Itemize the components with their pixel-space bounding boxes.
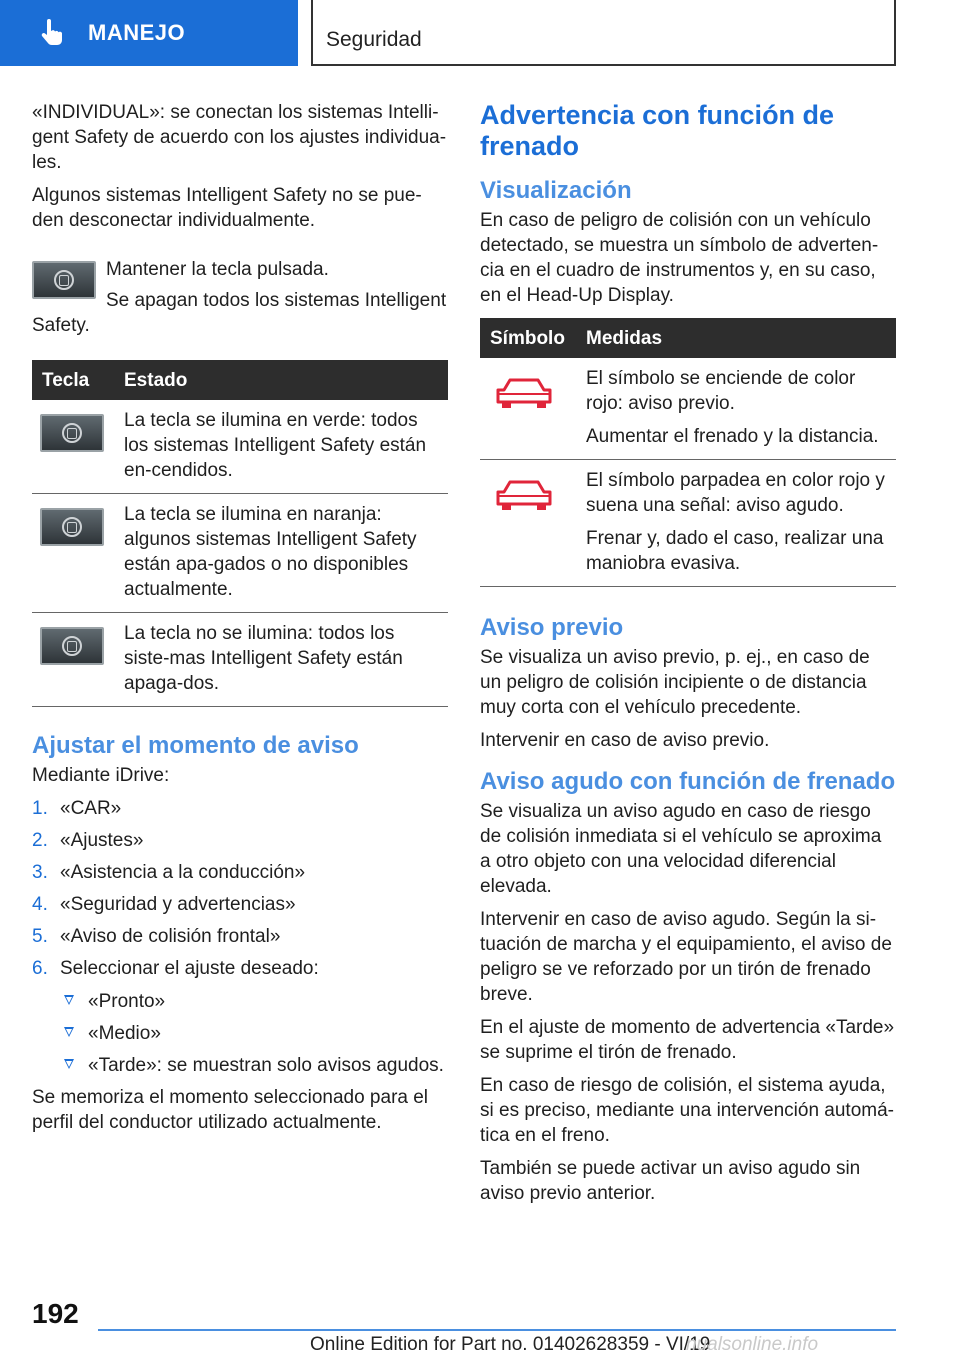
acute-text: En caso de riesgo de colisión, el sistema ayuda, si es preciso, mediante una intervención automá-tica en el freno. bbox=[480, 1075, 895, 1146]
safety-button-icon bbox=[62, 517, 82, 537]
step-text: «CAR» bbox=[60, 798, 122, 819]
right-column bbox=[480, 100, 896, 1214]
table-row bbox=[32, 613, 448, 707]
safety-key-image bbox=[40, 508, 104, 546]
triangle-bullet-icon bbox=[64, 995, 74, 1005]
list-item bbox=[32, 828, 448, 853]
symbol-table bbox=[480, 318, 896, 587]
acute-warning-heading: Aviso agudo con función de frenado bbox=[480, 768, 896, 795]
option-item bbox=[32, 1021, 448, 1046]
option-text: «Medio» bbox=[88, 1023, 161, 1044]
display-heading: Visualización bbox=[480, 177, 632, 204]
individual-paragraph: «INDIVIDUAL»: se conectan los sistemas Intelli-gent Safety de acuerdo con los ajustes individua-les. bbox=[32, 102, 447, 173]
timing-heading: Ajustar el momento de aviso bbox=[32, 732, 359, 759]
option-text: «Pronto» bbox=[88, 991, 166, 1012]
list-item bbox=[32, 924, 448, 949]
key-state-table bbox=[32, 360, 448, 707]
step-text: «Ajustes» bbox=[60, 830, 144, 851]
step-text: «Seguridad y advertencias» bbox=[60, 894, 296, 915]
measure-text: El símbolo se enciende de color rojo: aviso previo. bbox=[586, 368, 856, 414]
table-row bbox=[32, 494, 448, 613]
section-header bbox=[311, 0, 896, 66]
safety-button-icon bbox=[62, 636, 82, 656]
option-text: «Tarde»: se muestran solo avisos agudos. bbox=[88, 1055, 444, 1076]
watermark: nualsonline.info bbox=[686, 1334, 819, 1355]
pre-warning-text: Se visualiza un aviso previo, p. ej., en caso de un peligro de colisión incipiente o de distancia muy corta con el vehículo precedente. bbox=[480, 647, 870, 718]
list-item bbox=[32, 956, 448, 1078]
measure-text: Aumentar el frenado y la distancia. bbox=[586, 426, 879, 447]
chapter-title: MANEJO bbox=[88, 20, 186, 45]
display-text: En caso de peligro de colisión con un vehículo detectado, se muestra un símbolo de adverten-cia en el cuadro de instrumentos y, en su caso, en el Head-Up Display. bbox=[480, 210, 879, 306]
table-row bbox=[480, 358, 896, 460]
key-result-text: Se apagan todos los sistemas Intelligent Safety. bbox=[32, 290, 447, 336]
section-title: Seguridad bbox=[326, 28, 422, 51]
safety-button-icon bbox=[54, 270, 74, 290]
state-text: La tecla se ilumina en verde: todos los sistemas Intelligent Safety están en-cendidos. bbox=[114, 400, 448, 494]
step-text: Seleccionar el ajuste deseado: bbox=[60, 958, 319, 979]
list-item bbox=[32, 860, 448, 885]
collision-warning-car-icon bbox=[494, 376, 554, 410]
page-number: 192 bbox=[32, 1298, 79, 1329]
collision-warning-car-icon bbox=[494, 478, 554, 512]
step-text: «Asistencia a la conducción» bbox=[60, 862, 306, 883]
table-row bbox=[32, 400, 448, 494]
step-number: 4. bbox=[32, 894, 48, 915]
systems-paragraph: Algunos sistemas Intelligent Safety no se pue-den desconectar individualmente. bbox=[32, 185, 422, 231]
footer-divider bbox=[98, 1329, 896, 1331]
step-number: 6. bbox=[32, 958, 48, 979]
acute-text: Intervenir en caso de aviso agudo. Según la si-tuación de marcha y el equipamiento, el aviso de peligro se ve reforzado por un tirón de frenado breve. bbox=[480, 909, 892, 1005]
measure-text: El símbolo parpadea en color rojo y suena una señal: aviso agudo. bbox=[586, 470, 885, 516]
pointing-hand-icon bbox=[38, 18, 68, 48]
key-action-text: Mantener la tecla pulsada. bbox=[106, 259, 329, 280]
steps-list bbox=[32, 796, 448, 1078]
step-number: 2. bbox=[32, 830, 48, 851]
step-number: 1. bbox=[32, 798, 48, 819]
closing-text: Se memoriza el momento seleccionado para el perfil del conductor utilizado actualmente. bbox=[32, 1087, 429, 1133]
safety-button-icon bbox=[62, 423, 82, 443]
left-column bbox=[32, 100, 448, 1143]
pre-warning-action: Intervenir en caso de aviso previo. bbox=[480, 730, 770, 751]
acute-text: En el ajuste de momento de advertencia «Tarde» se suprime el tirón de frenado. bbox=[480, 1017, 895, 1063]
option-item bbox=[32, 1053, 448, 1078]
state-text: La tecla no se ilumina: todos los siste-mas Intelligent Safety están apaga-dos. bbox=[114, 613, 448, 707]
options-list bbox=[32, 989, 448, 1078]
table-header-measures: Medidas bbox=[576, 318, 896, 358]
key-instruction bbox=[32, 257, 448, 338]
table-row bbox=[480, 460, 896, 587]
triangle-bullet-icon bbox=[64, 1027, 74, 1037]
step-number: 5. bbox=[32, 926, 48, 947]
safety-key-image bbox=[40, 414, 104, 452]
chapter-tab bbox=[0, 0, 298, 66]
via-text: Mediante iDrive: bbox=[32, 765, 170, 786]
table-header-symbol: Símbolo bbox=[480, 318, 576, 358]
state-text: La tecla se ilumina en naranja: algunos sistemas Intelligent Safety están apa-gados o no disponibles actualmente. bbox=[114, 494, 448, 613]
option-item bbox=[32, 989, 448, 1014]
list-item bbox=[32, 892, 448, 917]
table-header-state: Estado bbox=[114, 360, 448, 400]
edition-note: Online Edition for Part no. 01402628359 - VI/19 bbox=[310, 1334, 711, 1355]
step-text: «Aviso de colisión frontal» bbox=[60, 926, 281, 947]
table-header-key: Tecla bbox=[32, 360, 114, 400]
step-number: 3. bbox=[32, 862, 48, 883]
main-heading: Advertencia con función de frenado bbox=[480, 100, 835, 161]
measure-text: Frenar y, dado el caso, realizar una maniobra evasiva. bbox=[586, 528, 884, 574]
acute-text: También se puede activar un aviso agudo sin aviso previo anterior. bbox=[480, 1158, 861, 1204]
safety-key-image bbox=[32, 261, 96, 299]
triangle-bullet-icon bbox=[64, 1059, 74, 1069]
list-item bbox=[32, 796, 448, 821]
acute-text: Se visualiza un aviso agudo en caso de riesgo de colisión inmediata si el vehículo se aproxima a otro objeto con una velocidad diferencial elevada. bbox=[480, 801, 882, 897]
pre-warning-heading: Aviso previo bbox=[480, 614, 624, 641]
safety-key-image bbox=[40, 627, 104, 665]
